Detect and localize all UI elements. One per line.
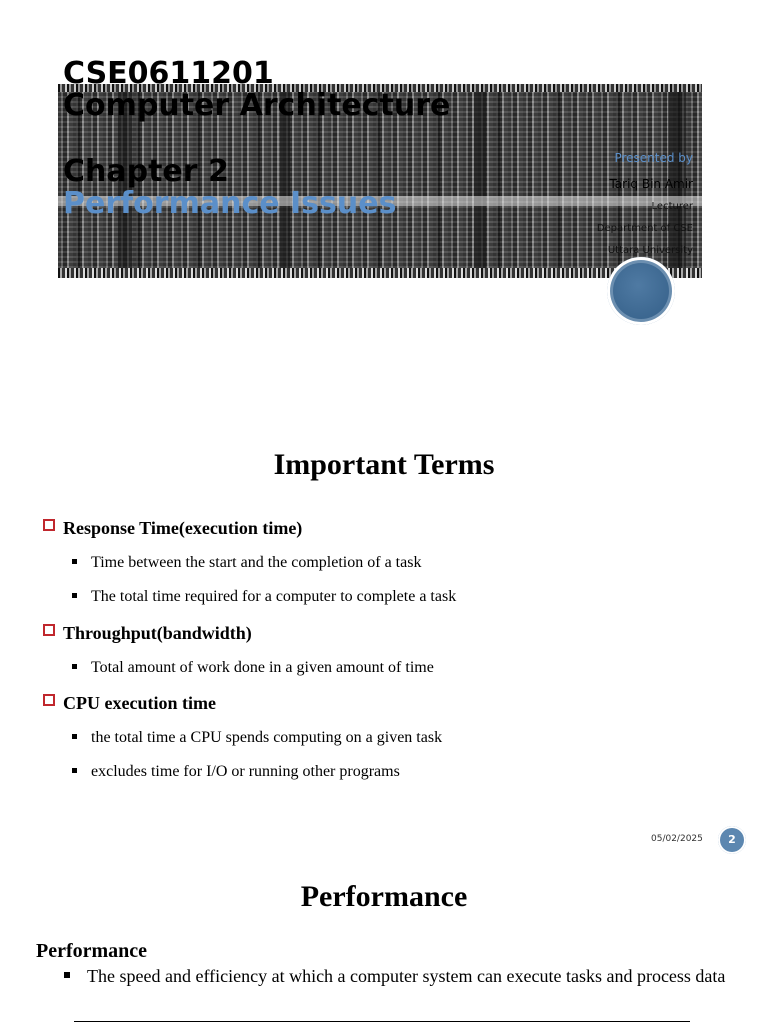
presenter-university: Uttara University	[607, 245, 693, 256]
bullet-text: Total amount of work done in a given amount of time	[91, 659, 434, 676]
checkbox-bullet-icon	[43, 519, 55, 531]
page-number-badge: 2	[718, 826, 746, 854]
term-label: Response Time(execution time)	[63, 518, 303, 538]
decorative-circle	[607, 257, 675, 325]
bullet-text: The speed and efficiency at which a computer system can execute tasks and process data	[87, 966, 726, 986]
square-bullet-icon	[72, 559, 77, 564]
slide-heading-performance: Performance	[300, 880, 468, 913]
list-item	[72, 659, 434, 677]
bullet-text: excludes time for I/O or running other programs	[91, 763, 400, 780]
slide-heading-important-terms: Important Terms	[273, 448, 495, 481]
square-bullet-icon	[72, 664, 77, 669]
square-bullet-icon	[72, 593, 77, 598]
banner-texture	[474, 92, 486, 268]
chapter-number: Chapter 2	[63, 154, 229, 189]
list-item	[64, 965, 744, 988]
checkbox-bullet-icon	[43, 624, 55, 636]
checkbox-bullet-icon	[43, 694, 55, 706]
square-bullet-icon	[72, 734, 77, 739]
bullet-text: the total time a CPU spends computing on a given task	[91, 729, 443, 746]
presenter-label: Presented by	[614, 151, 693, 165]
term-cpu-execution-time	[43, 693, 216, 714]
performance-term: Performance	[36, 940, 148, 962]
presenter-name: Tariq Bin Amir	[609, 177, 693, 191]
square-bullet-icon	[72, 768, 77, 773]
list-item	[72, 763, 400, 781]
list-item	[72, 554, 421, 572]
list-item	[72, 729, 442, 747]
term-response-time	[43, 518, 302, 539]
term-throughput	[43, 623, 252, 644]
term-label: CPU execution time	[63, 693, 216, 713]
presenter-role: Lecturer	[651, 201, 693, 212]
term-label: Throughput(bandwidth)	[63, 623, 252, 643]
bullet-text: Time between the start and the completion of a task	[91, 554, 422, 571]
chapter-title: Performance Issues	[63, 186, 397, 221]
square-bullet-icon	[64, 972, 70, 978]
course-code: CSE0611201	[63, 56, 274, 91]
banner-bottom-edge	[58, 268, 702, 278]
bullet-text: The total time required for a computer to complete a task	[91, 588, 457, 605]
presenter-department: Department of CSE	[596, 223, 693, 234]
slide-date: 05/02/2025	[651, 834, 703, 844]
divider	[74, 1021, 690, 1022]
course-name: Computer Architecture	[63, 88, 451, 123]
list-item	[72, 588, 456, 606]
